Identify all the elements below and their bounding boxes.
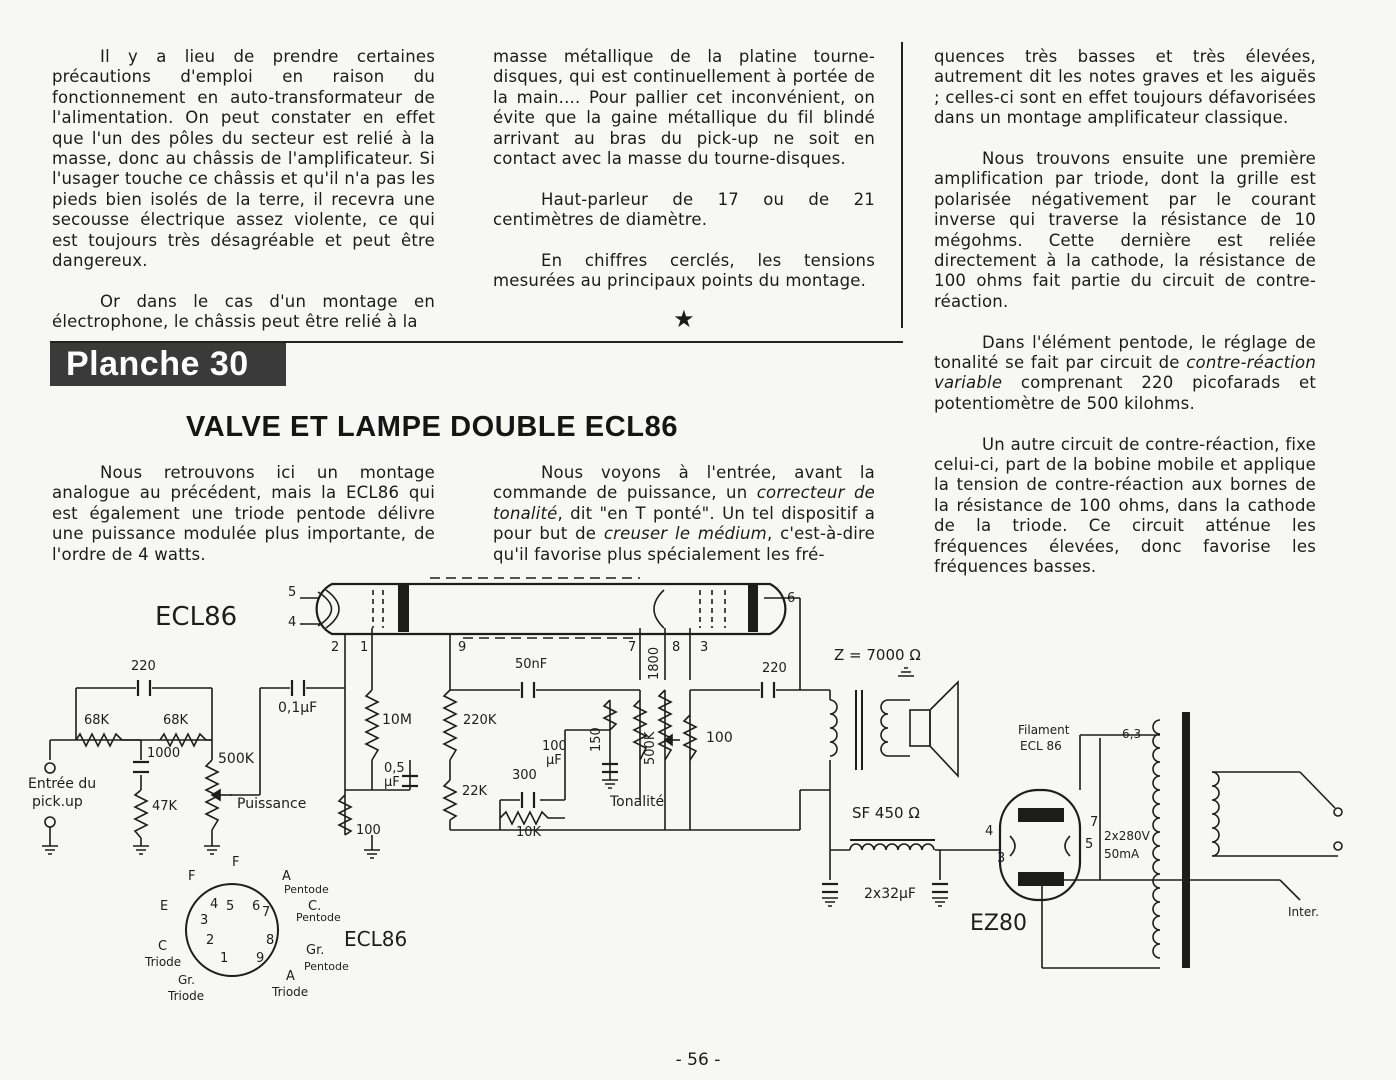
plate-badge: Planche 30 bbox=[50, 343, 286, 386]
pin-label: 9 bbox=[458, 640, 467, 655]
text-run: Dans l'élément pentode, le réglage de tonalité se fait par circuit de bbox=[934, 332, 1316, 373]
text-column-5 bbox=[493, 463, 875, 565]
capacitors bbox=[133, 680, 948, 892]
component-label: 100 bbox=[542, 739, 567, 754]
base-pin: 5 bbox=[226, 899, 235, 914]
pin-label: 5 bbox=[288, 585, 297, 600]
component-label: 50mA bbox=[1104, 847, 1140, 861]
input-label: pick.up bbox=[32, 794, 83, 810]
component-label: 0,5 bbox=[384, 761, 405, 776]
circuit-schematic bbox=[0, 560, 1396, 1040]
component-label: 2x280V bbox=[1104, 829, 1150, 843]
component-label: 6,3 bbox=[1122, 727, 1142, 741]
component-label: SF 450 Ω bbox=[852, 804, 920, 822]
component-label: 47K bbox=[152, 799, 178, 814]
base-label: Pentode bbox=[304, 960, 349, 973]
component-label: 1800 bbox=[647, 646, 662, 680]
italic-text: creuser le médium bbox=[603, 524, 767, 544]
output-transformer bbox=[830, 682, 958, 776]
base-label: F bbox=[188, 869, 196, 884]
tube-label: EZ80 bbox=[970, 911, 1027, 936]
component-label: 1000 bbox=[147, 746, 181, 761]
component-label: 0,1μF bbox=[278, 700, 318, 716]
base-label: A bbox=[286, 969, 295, 984]
input-label: Entrée du bbox=[28, 776, 97, 792]
component-label: 68K bbox=[163, 713, 189, 728]
pin-label: 2 bbox=[331, 640, 340, 655]
paragraph: Nous trouvons ensuite une première amplification par triode, dont la grille est polarisée négativement par le courant inverse qui traverse la résistance de 10 mégohms. Cette dernière est reliée directement à la cathode, la résistance de 100 ohms fait partie du circuit de contre-réaction. bbox=[934, 149, 1316, 311]
paragraph: Un autre circuit de contre-réaction, fixe celui-ci, part de la bobine mobile et applique la tension de contre-réaction aux bornes de la résistance de 100 ohms, dans la cathode de la triode. Ce circuit atténue les fréquences élevées, donc favorise les fréquences basses. bbox=[934, 434, 1316, 577]
paragraph: Il y a lieu de prendre certaines précautions d'emploi en raison du fonctionnement en auto-transformateur de l'alimentation. On peut constater en effet que l'un des pôles du secteur est relié à la masse, donc au châssis de l'amplificateur. Si l'usager touche ce châssis et qu'il n'a pas les pieds bien isolés de la terre, il recevra une secousse électrique assez violente, ce qui est toujours très désagréable et peut être dangereux. bbox=[52, 47, 435, 271]
text-run: comprenant 220 picofarads et potentiomètre de 500 kilohms. bbox=[934, 373, 1316, 413]
base-pin: 8 bbox=[266, 933, 275, 948]
text-column-4 bbox=[52, 463, 435, 565]
base-label: Triode bbox=[145, 955, 182, 969]
component-label: 10M bbox=[382, 712, 412, 728]
component-label: 68K bbox=[84, 713, 110, 728]
input-terminal bbox=[45, 763, 55, 773]
star-ornament: ★ bbox=[673, 304, 695, 333]
pin-label: 7 bbox=[628, 640, 637, 655]
pin-label: 5 bbox=[1085, 837, 1094, 852]
component-label: 50nF bbox=[515, 657, 548, 672]
paragraph bbox=[493, 463, 875, 565]
component-label: 10K bbox=[516, 825, 542, 840]
switch-label: Inter. bbox=[1288, 905, 1319, 919]
component-label: 300 bbox=[512, 768, 537, 783]
base-label: Triode bbox=[168, 989, 205, 1003]
base-pin: 9 bbox=[256, 951, 265, 966]
text-run: , dit "en T ponté". Un tel dispositif a pour but de bbox=[493, 503, 875, 544]
base-pin: 1 bbox=[220, 951, 229, 966]
component-label: Z = 7000 Ω bbox=[834, 646, 921, 664]
component-label: 22K bbox=[462, 784, 488, 799]
base-pin: 3 bbox=[200, 913, 209, 928]
paragraph: Or dans le cas d'un montage en électrophone, le châssis peut être relié à la bbox=[52, 291, 435, 332]
pin-label: 8 bbox=[672, 640, 681, 655]
control-label: Puissance bbox=[237, 796, 307, 812]
pin-label: 3 bbox=[700, 640, 709, 655]
column-divider bbox=[901, 42, 903, 328]
ecl86-tube bbox=[317, 578, 786, 638]
base-label: Gr. bbox=[306, 943, 325, 958]
pin-label: 4 bbox=[288, 615, 297, 630]
tube-label: ECL86 bbox=[155, 602, 238, 632]
pin-label: 6 bbox=[787, 591, 796, 606]
input-terminal bbox=[45, 817, 55, 827]
text-column-2 bbox=[493, 47, 875, 332]
base-label: C. bbox=[308, 899, 322, 914]
pin-label: 7 bbox=[1090, 815, 1099, 830]
paragraph: Haut-parleur de 17 ou de 21 centimètres de diamètre. bbox=[493, 189, 875, 230]
base-pin: 2 bbox=[206, 933, 215, 948]
italic-text: correcteur de tonalité bbox=[493, 483, 875, 523]
component-label: 220K bbox=[463, 713, 497, 728]
component-label: 500K bbox=[218, 751, 254, 767]
component-label: 2x32μF bbox=[864, 886, 916, 902]
page-number: - 56 - bbox=[675, 1050, 721, 1070]
base-label: ECL86 bbox=[344, 927, 408, 951]
paragraph: Nous retrouvons ici un montage analogue au précédent, mais la ECL86 qui est également une triode pentode délivre une puissance modulée plus importante, de l'ordre de 4 watts. bbox=[52, 463, 435, 564]
component-label: 500K bbox=[643, 731, 658, 765]
component-label: 220 bbox=[131, 659, 156, 674]
base-pin: 7 bbox=[262, 905, 271, 920]
text-column-1 bbox=[52, 47, 435, 333]
component-label: ECL 86 bbox=[1020, 739, 1062, 753]
section-title: VALVE ET LAMPE DOUBLE ECL86 bbox=[186, 411, 679, 443]
text-run: Nous voyons à l'entrée, avant la commande de puissance, un bbox=[493, 463, 875, 503]
base-label: F bbox=[232, 855, 240, 870]
base-label: Triode bbox=[272, 985, 309, 999]
base-label: Gr. bbox=[178, 973, 195, 987]
base-label: Pentode bbox=[296, 911, 341, 924]
component-label: μF bbox=[384, 775, 400, 790]
filter-choke bbox=[850, 840, 935, 850]
text-column-3 bbox=[934, 47, 1316, 578]
text-run: , c'est-à-dire qu'il favorise plus spécialement les fré- bbox=[493, 524, 876, 564]
component-label: 100 bbox=[356, 823, 381, 838]
paragraph: En chiffres cerclés, les tensions mesurées au principaux points du montage. bbox=[493, 251, 875, 291]
base-pin: 6 bbox=[252, 899, 261, 914]
component-label: 150 bbox=[589, 727, 604, 752]
ez80-tube bbox=[1000, 790, 1080, 900]
base-label: Pentode bbox=[284, 883, 329, 896]
pin-label: 4 bbox=[985, 824, 994, 839]
component-label: μF bbox=[546, 753, 562, 768]
paragraph bbox=[934, 333, 1316, 415]
component-label: 220 bbox=[762, 661, 787, 676]
base-label: C bbox=[158, 939, 168, 954]
control-label: Tonalité bbox=[610, 794, 665, 810]
base-label: E bbox=[160, 899, 169, 914]
pin-label: 1 bbox=[360, 640, 369, 655]
base-label: A bbox=[282, 869, 291, 884]
component-label: 100 bbox=[706, 730, 733, 746]
component-label: Filament bbox=[1018, 723, 1070, 737]
italic-text: contre-réaction variable bbox=[934, 353, 1316, 393]
ground-symbols bbox=[42, 668, 948, 906]
pin-label: 3 bbox=[997, 851, 1006, 866]
paragraph: quences très basses et très élevées, autrement dit les notes graves et les aiguës ; celles-ci sont en effet toujours défavorisées dans un montage amplificateur classique. bbox=[934, 47, 1316, 128]
paragraph: masse métallique de la platine tourne-disques, qui est continuellement à portée de la main.... Pour pallier cet inconvénient, on évite que la gaine métallique du fil blindé arrivant au bras du pick-up ne soit en contact avec la masse du tourne-disques. bbox=[493, 47, 875, 169]
base-pin: 4 bbox=[210, 897, 219, 912]
